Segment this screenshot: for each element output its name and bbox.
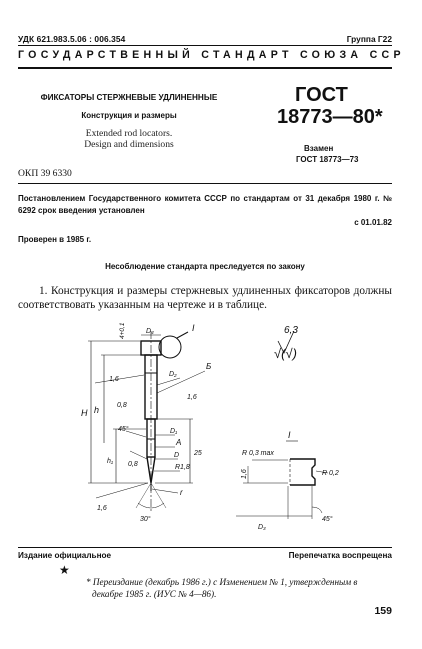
roughness-value: 6,3	[284, 325, 298, 336]
label-detail-i: I	[288, 430, 291, 440]
label-d4: D₄	[146, 328, 154, 335]
checked-note: Проверен в 1985 г.	[18, 235, 92, 244]
label-b: Б	[206, 362, 212, 371]
label-a: A	[176, 438, 182, 447]
label-25: 25	[194, 450, 202, 457]
label-r18: R1,8	[175, 464, 190, 471]
label-1-6-b: 1,6	[187, 394, 197, 401]
label-1-6-c: 1,6	[97, 505, 107, 512]
label-d3: D₃	[258, 524, 266, 531]
label-angle-45b: 45°	[322, 516, 333, 523]
replaces-value: ГОСТ 18773—73	[296, 155, 359, 164]
star-mark: ★	[59, 563, 70, 577]
paragraph-1: 1. Конструкция и размеры стержневых удлиненных фиксаторов должны соответствовать указанным на чертеже и в таблице.	[18, 285, 392, 311]
label-h1: h₁	[107, 458, 114, 465]
replaces-label: Взамен	[304, 144, 334, 153]
banner-rule	[18, 67, 392, 69]
reprint-forbidden: Перепечатка воспрещена	[288, 551, 392, 560]
okp-rule	[18, 183, 392, 184]
gost-number: 18773—80*	[277, 106, 383, 128]
document-title: ФИКСАТОРЫ СТЕРЖНЕВЫЕ УДЛИНЕННЫЕ	[40, 93, 218, 102]
group-code: Группа Г22	[346, 34, 392, 44]
reissue-note: * Переиздание (декабрь 1986 г.) с Изменением № 1, утвержденным в декабре 1985 г. (ИУС № 4—86).	[86, 577, 358, 599]
official-edition: Издание официальное	[18, 551, 112, 560]
technical-drawing	[60, 323, 390, 548]
label-d: D	[174, 452, 180, 459]
label-1-6-d: 1,6	[241, 469, 248, 479]
label-0-8-b: 0,8	[128, 461, 138, 468]
label-view-i: I	[192, 323, 195, 333]
english-title	[18, 128, 240, 150]
label-dim-4: 4+0,1	[119, 323, 126, 339]
decree-text: Постановлением Государственного комитета СССР по стандартам от 31 декабря 1980 г. № 6292 срок введения установлен	[18, 194, 392, 215]
label-angle-30: 30°	[140, 516, 151, 523]
standard-banner: ГОСУДАРСТВЕННЫЙ СТАНДАРТ СОЮЗА ССР	[18, 49, 405, 61]
label-r: r	[180, 488, 183, 497]
english-title-line-1: Extended rod locators.	[85, 128, 173, 139]
label-0-8-a: 0,8	[117, 402, 127, 409]
okp-code: ОКП 39 6330	[18, 168, 72, 179]
roughness-symbol: √(√)	[274, 346, 297, 361]
label-h-small: h	[94, 405, 100, 415]
effective-date: с 01.01.82	[354, 218, 392, 227]
footer-rule	[18, 547, 392, 548]
top-rule	[18, 45, 392, 46]
label-d2: D₂	[169, 371, 177, 378]
page-number: 159	[374, 605, 392, 617]
document-subtitle: Конструкция и размеры	[81, 111, 177, 120]
label-r03: R 0,3 max	[242, 450, 274, 457]
english-title-line-2: Design and dimensions	[84, 139, 174, 150]
violation-notice: Несоблюдение стандарта преследуется по закону	[105, 262, 305, 271]
label-d1: D₁	[170, 428, 178, 435]
label-r02: R 0,2	[322, 470, 339, 477]
udk-code: УДК 621.983.5.06 : 006.354	[18, 34, 126, 44]
gost-label: ГОСТ	[295, 84, 348, 106]
label-1-6-a: 1,6	[109, 376, 119, 383]
label-angle-45: 45°	[118, 426, 129, 433]
label-h-big: H	[81, 408, 88, 418]
